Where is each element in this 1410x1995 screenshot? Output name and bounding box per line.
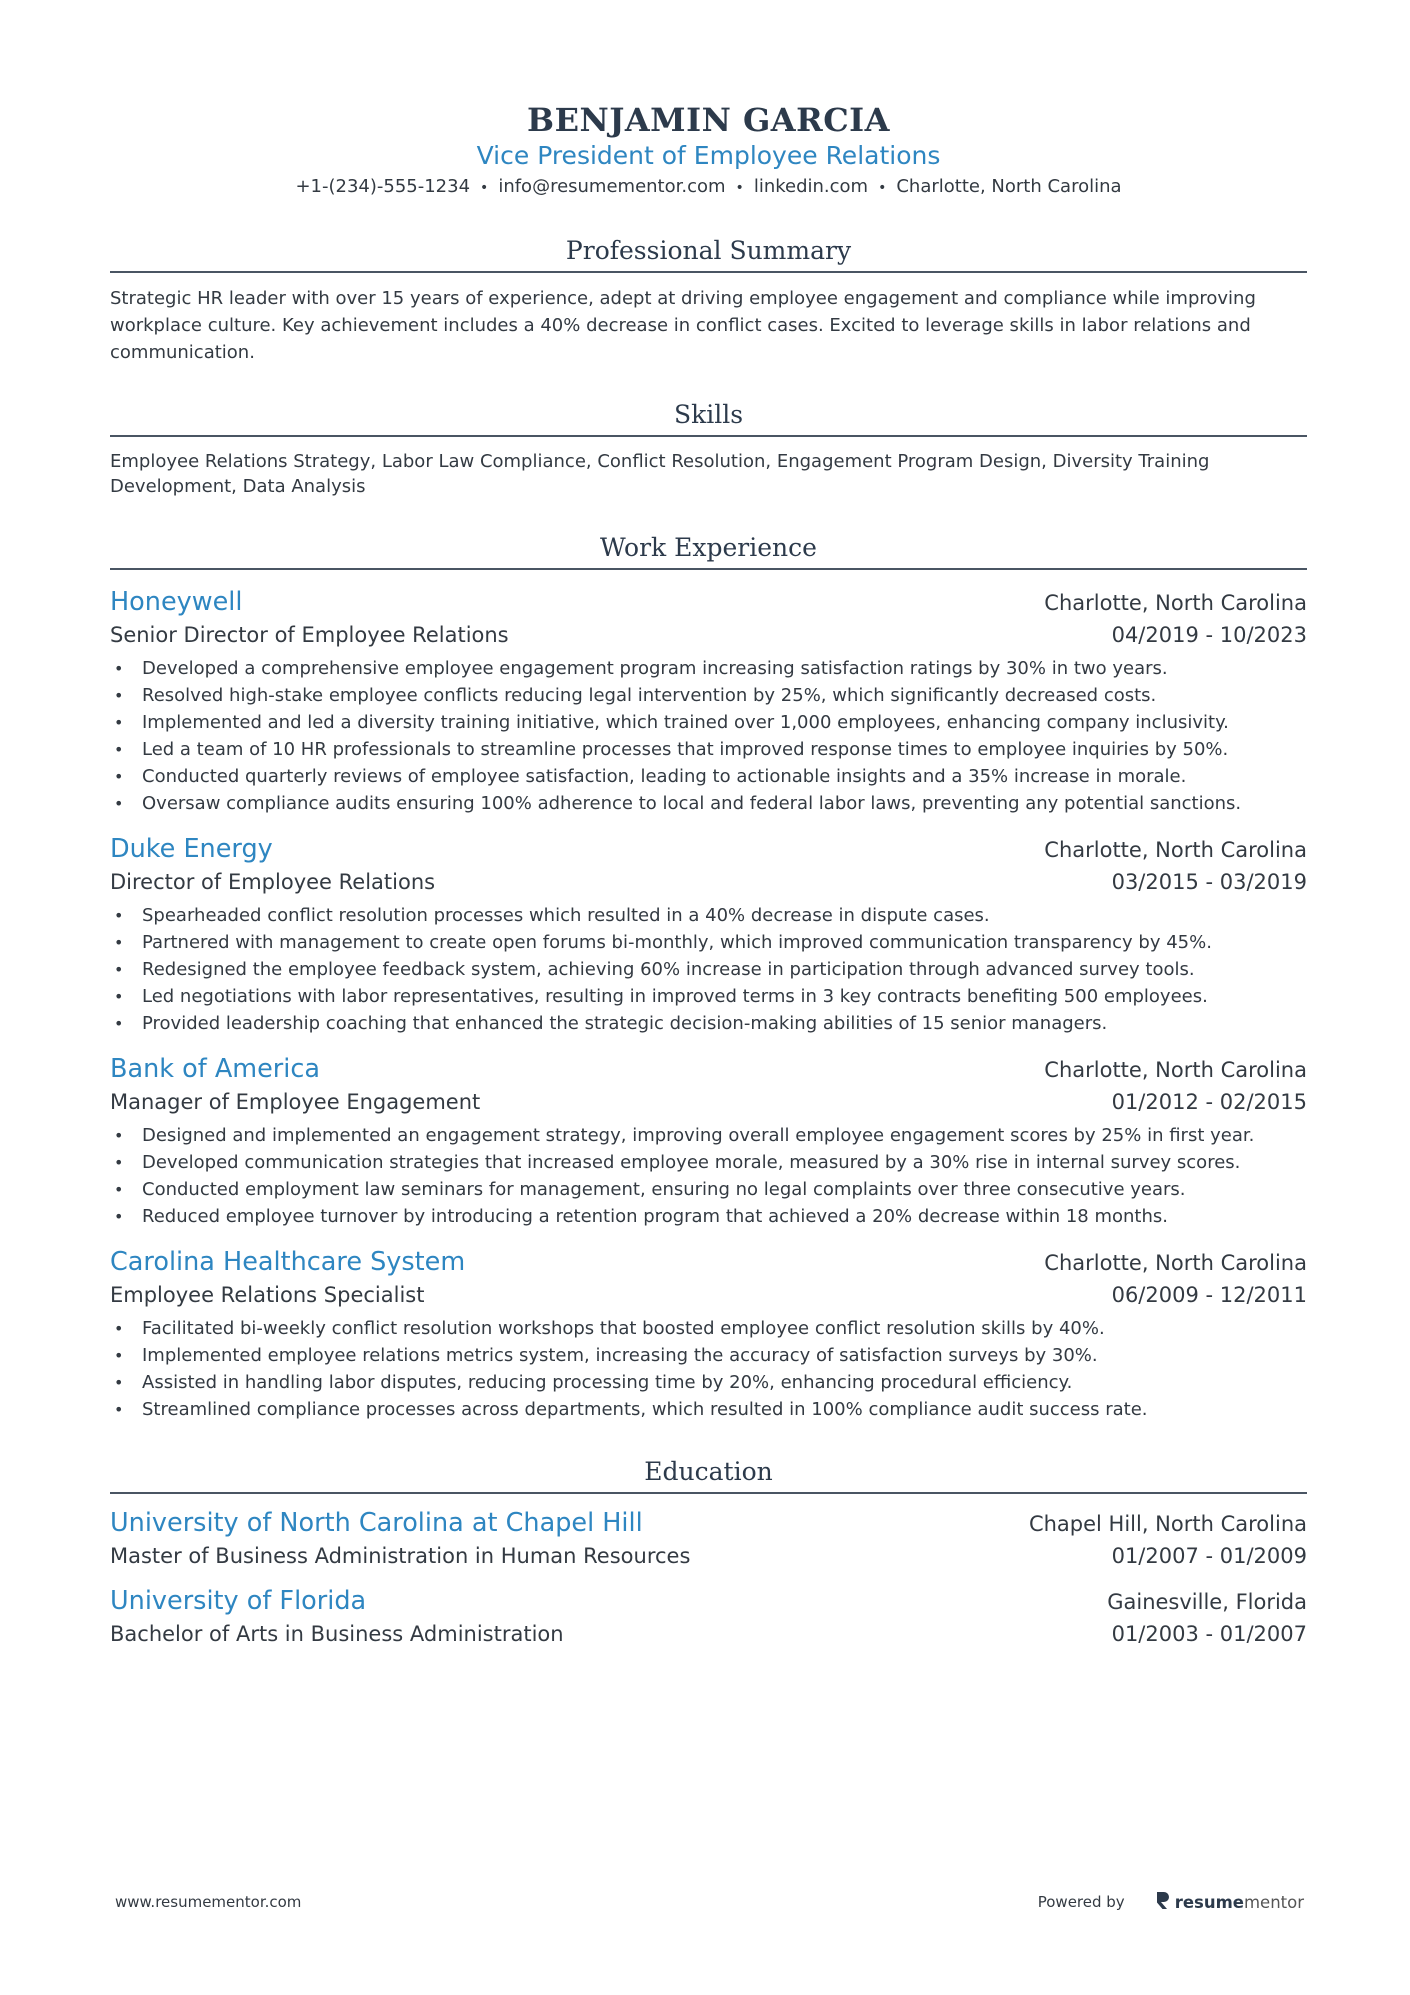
school-name: University of North Carolina at Chapel Hill [110, 1508, 643, 1538]
experience-section [110, 531, 1307, 1423]
job-role-row [110, 866, 1307, 898]
bullet-item: • Resolved high-stake employee conflicts reducing legal intervention by 25%, which significantly decreased costs. [110, 682, 1307, 709]
footer-website[interactable]: www.resumementor.com [115, 1893, 302, 1911]
bullet-item: • Redesigned the employee feedback system, achieving 60% increase in participation through advanced survey tools. [110, 956, 1307, 983]
school-location: Chapel Hill, North Carolina [1028, 1512, 1307, 1536]
job-dates: 03/2015 - 03/2019 [1111, 870, 1307, 894]
degree: Bachelor of Arts in Business Administration [110, 1622, 564, 1646]
education-degree-row [110, 1540, 1307, 1572]
education-entry [110, 1584, 1307, 1650]
job-bullets [110, 1315, 1307, 1423]
candidate-title: Vice President of Employee Relations [476, 141, 941, 170]
resume-header [110, 100, 1307, 202]
brand-part2: mentor [1243, 1892, 1304, 1912]
skills-section [110, 398, 1307, 499]
education-dates: 01/2007 - 01/2009 [1111, 1544, 1307, 1568]
bullet-item: • Spearheaded conflict resolution processes which resulted in a 40% decrease in dispute cases. [110, 902, 1307, 929]
bullet-item: • Conducted quarterly reviews of employee satisfaction, leading to actionable insights and a 35% increase in morale. [110, 763, 1307, 790]
section-heading: Work Experience [110, 531, 1307, 570]
job-role-row [110, 1279, 1307, 1311]
bullet-item: • Conducted employment law seminars for management, ensuring no legal complaints over three consecutive years. [110, 1176, 1307, 1203]
job-entry [110, 585, 1307, 817]
school-name: University of Florida [110, 1586, 367, 1616]
bullet-item: • Developed a comprehensive employee engagement program increasing satisfaction ratings by 30% in two years. [110, 655, 1307, 682]
resumementor-logo-icon [1155, 1890, 1175, 1914]
education-header-row [110, 1506, 1307, 1540]
skills-text: Employee Relations Strategy, Labor Law Compliance, Conflict Resolution, Engagement Program Design, Diversity Training Development, Data Analysis [110, 451, 1210, 497]
job-role: Employee Relations Specialist [110, 1283, 425, 1307]
company-name: Honeywell [110, 587, 243, 617]
powered-by-label: Powered by [1037, 1893, 1125, 1911]
bullet-item: • Designed and implemented an engagement strategy, improving overall employee engagement scores by 25% in first year. [110, 1122, 1307, 1149]
resume-page [110, 100, 1307, 1650]
job-header-row [110, 832, 1307, 866]
company-name: Carolina Healthcare System [110, 1247, 466, 1277]
company-name: Duke Energy [110, 834, 273, 864]
bullet-item: • Facilitated bi-weekly conflict resolution workshops that boosted employee conflict resolution skills by 40%. [110, 1315, 1307, 1342]
bullet-item: • Led a team of 10 HR professionals to streamline processes that improved response times to employee inquiries by 50%. [110, 736, 1307, 763]
candidate-name: BENJAMIN GARCIA [527, 101, 890, 139]
job-role: Senior Director of Employee Relations [110, 623, 509, 647]
job-bullets [110, 902, 1307, 1037]
bullet-item: • Implemented employee relations metrics system, increasing the accuracy of satisfaction surveys by 30%. [110, 1342, 1307, 1369]
education-degree-row [110, 1618, 1307, 1650]
bullet-item: • Implemented and led a diversity training initiative, which trained over 1,000 employees, enhancing company inclusivity. [110, 709, 1307, 736]
job-dates: 06/2009 - 12/2011 [1111, 1283, 1307, 1307]
resumementor-logo[interactable] [1155, 1890, 1304, 1914]
education-list [110, 1506, 1307, 1650]
job-dates: 04/2019 - 10/2023 [1111, 623, 1307, 647]
job-header-row [110, 585, 1307, 619]
school-location: Gainesville, Florida [1107, 1590, 1307, 1614]
job-role: Director of Employee Relations [110, 870, 436, 894]
bullet-item: • Oversaw compliance audits ensuring 100% adherence to local and federal labor laws, preventing any potential sanctions. [110, 790, 1307, 817]
education-entry [110, 1506, 1307, 1572]
job-entry [110, 1052, 1307, 1230]
job-bullets [110, 655, 1307, 817]
bullet-item: • Partnered with management to create open forums bi-monthly, which improved communication transparency by 45%. [110, 929, 1307, 956]
job-header-row [110, 1245, 1307, 1279]
footer-branding [1038, 1890, 1304, 1914]
section-heading: Education [110, 1455, 1307, 1494]
contact-location: Charlotte, North Carolina [896, 176, 1122, 197]
brand-part1: resume [1174, 1892, 1244, 1912]
contact-separator: • [735, 180, 744, 196]
education-section [110, 1455, 1307, 1650]
contact-linkedin[interactable]: linkedin.com [753, 176, 869, 197]
contact-separator: • [480, 180, 489, 196]
education-dates: 01/2003 - 01/2007 [1111, 1622, 1307, 1646]
job-bullets [110, 1122, 1307, 1230]
bullet-item: • Led negotiations with labor representatives, resulting in improved terms in 3 key contracts benefiting 500 employees. [110, 983, 1307, 1010]
job-entry [110, 832, 1307, 1037]
bullet-item: • Provided leadership coaching that enhanced the strategic decision-making abilities of 15 senior managers. [110, 1010, 1307, 1037]
section-heading: Skills [110, 398, 1307, 437]
bullet-item: • Assisted in handling labor disputes, reducing processing time by 20%, enhancing procedural efficiency. [110, 1369, 1307, 1396]
section-heading: Professional Summary [110, 234, 1307, 273]
job-location: Charlotte, North Carolina [1044, 838, 1307, 862]
contact-phone: +1-(234)-555-1234 [295, 176, 471, 197]
summary-section [110, 234, 1307, 366]
summary-text: Strategic HR leader with over 15 years of experience, adept at driving employee engagement and compliance while improving workplace culture. Key achievement includes a 40% decrease in conflict cases. Excited to leverage skills in labor relations and communication. [110, 288, 1256, 363]
contact-separator: • [878, 180, 887, 196]
job-dates: 01/2012 - 02/2015 [1111, 1090, 1307, 1114]
bullet-item: • Developed communication strategies that increased employee morale, measured by a 30% rise in internal survey scores. [110, 1149, 1307, 1176]
job-entry [110, 1245, 1307, 1423]
education-header-row [110, 1584, 1307, 1618]
bullet-item: • Streamlined compliance processes across departments, which resulted in 100% compliance audit success rate. [110, 1396, 1307, 1423]
job-location: Charlotte, North Carolina [1044, 1251, 1307, 1275]
job-location: Charlotte, North Carolina [1044, 1058, 1307, 1082]
job-role: Manager of Employee Engagement [110, 1090, 481, 1114]
job-role-row [110, 1086, 1307, 1118]
contact-email[interactable]: info@resumementor.com [498, 176, 726, 197]
degree: Master of Business Administration in Human Resources [110, 1544, 691, 1568]
job-list [110, 585, 1307, 1423]
job-header-row [110, 1052, 1307, 1086]
job-role-row [110, 619, 1307, 651]
company-name: Bank of America [110, 1054, 321, 1084]
job-location: Charlotte, North Carolina [1044, 591, 1307, 615]
contact-line [110, 173, 1307, 202]
bullet-item: • Reduced employee turnover by introducing a retention program that achieved a 20% decrease within 18 months. [110, 1203, 1307, 1230]
